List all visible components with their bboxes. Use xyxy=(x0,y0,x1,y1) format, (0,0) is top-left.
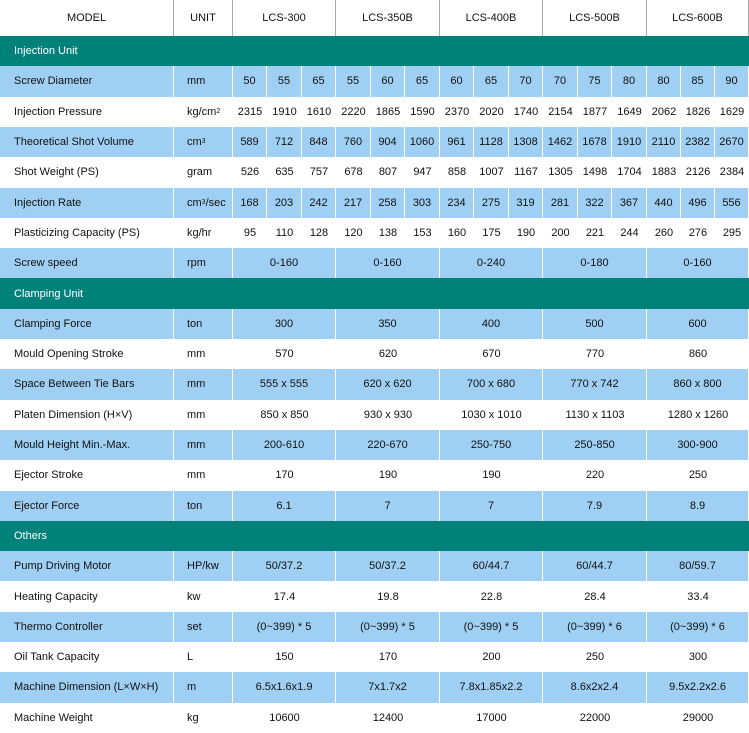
section-title: Injection Unit xyxy=(14,45,78,58)
value-cell: 60/44.7 xyxy=(440,551,543,581)
value-cell: (0~399) * 5 xyxy=(336,612,440,642)
value-cell: 1883 xyxy=(651,166,677,179)
table-row xyxy=(0,309,749,339)
value-cell: 250 xyxy=(585,651,605,664)
value-cell: 1910 xyxy=(612,127,647,157)
table-row xyxy=(0,157,749,187)
value-cell: 128 xyxy=(309,226,329,239)
value-cell: 1610 xyxy=(306,105,332,118)
table-row xyxy=(0,248,749,278)
value-cell: 496 xyxy=(681,188,715,218)
value-cell: 2062 xyxy=(651,105,677,118)
value-cell: 85 xyxy=(681,66,715,96)
value-cell: 60/44.7 xyxy=(543,551,647,581)
value-cell: 1865 xyxy=(375,105,401,118)
value-cell: 1740 xyxy=(513,105,539,118)
value-cell: 1130 x 1103 xyxy=(565,408,625,421)
value-cell: 12400 xyxy=(372,711,404,724)
value-cell: 17.4 xyxy=(273,590,296,603)
table-row xyxy=(0,672,749,702)
table-row xyxy=(0,97,749,127)
value-cell: 17000 xyxy=(476,711,507,724)
value-cell: (0~399) * 5 xyxy=(233,612,336,642)
value-cell: 961 xyxy=(440,127,474,157)
row-unit: m xyxy=(174,672,233,702)
value-cell: 700 x 680 xyxy=(440,369,543,399)
value-cell: 160 xyxy=(447,226,467,239)
value-cell: 6.1 xyxy=(233,491,336,521)
row-label: Machine Weight xyxy=(14,711,93,724)
row-unit: L xyxy=(187,651,194,664)
value-cell: 570 xyxy=(275,348,294,361)
value-cell: 65 xyxy=(302,66,336,96)
value-cell: 70 xyxy=(543,66,578,96)
model-column-header: LCS-300 xyxy=(233,0,336,36)
row-unit: mm xyxy=(174,66,233,96)
value-cell: 217 xyxy=(336,188,371,218)
value-cell: 400 xyxy=(440,309,543,339)
value-cell: 33.4 xyxy=(687,590,709,603)
value-cell: 526 xyxy=(240,166,260,179)
value-cell: 7 xyxy=(440,491,543,521)
model-column-header: LCS-350B xyxy=(336,0,440,36)
row-label: Plasticizing Capacity (PS) xyxy=(14,226,140,239)
value-cell: 80/59.7 xyxy=(647,551,749,581)
value-cell: 2126 xyxy=(685,166,711,179)
value-cell: 295 xyxy=(722,226,742,239)
row-label: Pump Driving Motor xyxy=(0,551,174,581)
value-cell: 322 xyxy=(578,188,612,218)
value-cell: 60 xyxy=(440,66,474,96)
row-label: Ejector Force xyxy=(0,491,174,521)
value-cell: 2315 xyxy=(237,105,263,118)
row-label: Shot Weight (PS) xyxy=(14,166,99,179)
value-cell: 500 xyxy=(543,309,647,339)
value-cell: 1704 xyxy=(617,166,642,179)
value-cell: 904 xyxy=(371,127,405,157)
value-cell: 175 xyxy=(482,226,501,239)
table-row xyxy=(0,188,749,218)
row-unit: ton xyxy=(174,309,233,339)
value-cell: 221 xyxy=(585,226,605,239)
value-cell: 2220 xyxy=(341,105,366,118)
value-cell: 7x1.7x2 xyxy=(336,672,440,702)
row-label: Injection Pressure xyxy=(14,105,103,118)
value-cell: 29000 xyxy=(682,711,714,724)
value-cell: 80 xyxy=(647,66,681,96)
value-cell: 234 xyxy=(440,188,474,218)
value-cell: 22.8 xyxy=(480,590,503,603)
value-cell: 1128 xyxy=(474,127,509,157)
row-label: Mould Opening Stroke xyxy=(14,348,124,361)
row-unit: gram xyxy=(187,166,213,179)
value-cell: 55 xyxy=(336,66,371,96)
value-cell: 860 x 800 xyxy=(647,369,749,399)
table-row xyxy=(0,460,749,490)
value-cell: 244 xyxy=(620,226,639,239)
value-cell: 1060 xyxy=(405,127,440,157)
value-cell: 22000 xyxy=(579,711,611,724)
value-cell: 300-900 xyxy=(647,430,749,460)
value-cell: 2154 xyxy=(548,105,573,118)
value-cell: 7.9 xyxy=(543,491,647,521)
section-title: Clamping Unit xyxy=(14,287,84,300)
value-cell: 0-240 xyxy=(440,248,543,278)
value-cell: 0-160 xyxy=(336,248,440,278)
table-row xyxy=(0,551,749,581)
value-cell: 367 xyxy=(612,188,647,218)
value-cell: 1462 xyxy=(543,127,578,157)
value-cell: 1629 xyxy=(719,105,745,118)
row-label: Mould Height Min.-Max. xyxy=(0,430,174,460)
value-cell: 7 xyxy=(336,491,440,521)
value-cell: 65 xyxy=(405,66,440,96)
section-header xyxy=(0,36,749,66)
value-cell: 2110 xyxy=(647,127,681,157)
value-cell: 7.8x1.85x2.2 xyxy=(440,672,543,702)
table-row xyxy=(0,218,749,248)
value-cell: 930 x 930 xyxy=(363,408,413,421)
table-row xyxy=(0,127,749,157)
row-label: Space Between Tie Bars xyxy=(0,369,174,399)
row-unit: mm xyxy=(187,469,206,482)
value-cell: 250-850 xyxy=(543,430,647,460)
value-cell: 1649 xyxy=(617,105,642,118)
row-label: Ejector Stroke xyxy=(14,469,84,482)
row-label: Heating Capacity xyxy=(14,590,98,603)
value-cell: 75 xyxy=(578,66,612,96)
model-header: MODEL xyxy=(0,0,174,36)
value-cell: 670 xyxy=(482,348,501,361)
row-unit: cm 3 /sec xyxy=(174,188,233,218)
value-cell: 190 xyxy=(516,226,536,239)
value-cell: 300 xyxy=(688,651,708,664)
value-cell: 858 xyxy=(447,166,467,179)
table-row xyxy=(0,612,749,642)
model-column-header: LCS-600B xyxy=(647,0,749,36)
value-cell: 555 x 555 xyxy=(233,369,336,399)
row-label: Machine Dimension (L×W×H) xyxy=(0,672,174,702)
value-cell: 260 xyxy=(654,226,674,239)
table-row xyxy=(0,581,749,611)
value-cell: 138 xyxy=(378,226,398,239)
value-cell: 90 xyxy=(715,66,749,96)
value-cell: 9.5x2.2x2.6 xyxy=(647,672,749,702)
value-cell: 150 xyxy=(275,651,294,664)
value-cell: 242 xyxy=(302,188,336,218)
value-cell: 200 xyxy=(551,226,570,239)
value-cell: 10600 xyxy=(269,711,300,724)
value-cell: 1167 xyxy=(514,166,538,179)
value-cell: 50 xyxy=(233,66,267,96)
row-unit: ton xyxy=(174,491,233,521)
value-cell: 65 xyxy=(474,66,509,96)
value-cell: 1910 xyxy=(272,105,297,118)
value-cell: 153 xyxy=(413,226,432,239)
value-cell: 770 xyxy=(585,348,605,361)
value-cell: 1007 xyxy=(479,166,504,179)
value-cell: 2670 xyxy=(715,127,749,157)
value-cell: 712 xyxy=(267,127,302,157)
value-cell: 200-610 xyxy=(233,430,336,460)
value-cell: 600 xyxy=(647,309,749,339)
table-row xyxy=(0,369,749,399)
value-cell: 120 xyxy=(344,226,363,239)
value-cell: 678 xyxy=(344,166,363,179)
row-label: Platen Dimension (H×V) xyxy=(14,408,133,421)
row-label: Screw Diameter xyxy=(0,66,174,96)
value-cell: 0-160 xyxy=(233,248,336,278)
row-label: Clamping Force xyxy=(0,309,174,339)
table-row xyxy=(0,491,749,521)
value-cell: 757 xyxy=(309,166,329,179)
value-cell: 620 x 620 xyxy=(336,369,440,399)
value-cell: 110 xyxy=(275,226,294,239)
value-cell: 220-670 xyxy=(336,430,440,460)
value-cell: 250 xyxy=(688,469,708,482)
row-label: Oil Tank Capacity xyxy=(14,651,100,664)
value-cell: 170 xyxy=(378,651,398,664)
row-unit: mm xyxy=(174,369,233,399)
section-header xyxy=(0,278,749,308)
value-cell: 620 xyxy=(378,348,398,361)
value-cell: 440 xyxy=(647,188,681,218)
value-cell: 95 xyxy=(243,226,257,239)
value-cell: 220 xyxy=(585,469,605,482)
value-cell: 190 xyxy=(378,469,398,482)
row-unit: kg/hr xyxy=(187,226,212,239)
table-row xyxy=(0,430,749,460)
value-cell: 1030 x 1010 xyxy=(461,408,522,421)
value-cell: 55 xyxy=(267,66,302,96)
table-row xyxy=(0,339,749,369)
value-cell: (0~399) * 6 xyxy=(543,612,647,642)
value-cell: 1498 xyxy=(582,166,608,179)
value-cell: 303 xyxy=(405,188,440,218)
value-cell: 2384 xyxy=(719,166,745,179)
value-cell: 190 xyxy=(482,469,501,482)
value-cell: 258 xyxy=(371,188,405,218)
value-cell: 250-750 xyxy=(440,430,543,460)
value-cell: 2020 xyxy=(479,105,504,118)
row-unit: HP/kw xyxy=(174,551,233,581)
row-unit: kg/cm 2 xyxy=(187,105,221,118)
table-row xyxy=(0,642,749,672)
model-column-header: LCS-400B xyxy=(440,0,543,36)
value-cell: 19.8 xyxy=(377,590,399,603)
value-cell: 170 xyxy=(275,469,294,482)
value-cell: 200 xyxy=(482,651,501,664)
value-cell: 1678 xyxy=(578,127,612,157)
value-cell: 8.9 xyxy=(647,491,749,521)
value-cell: 50/37.2 xyxy=(336,551,440,581)
value-cell: 947 xyxy=(413,166,432,179)
value-cell: 1305 xyxy=(548,166,573,179)
value-cell: (0~399) * 6 xyxy=(647,612,749,642)
value-cell: 276 xyxy=(688,226,708,239)
value-cell: 589 xyxy=(233,127,267,157)
row-label: Injection Rate xyxy=(0,188,174,218)
row-label: Screw speed xyxy=(0,248,174,278)
value-cell: 8.6x2x2.4 xyxy=(543,672,647,702)
value-cell: 281 xyxy=(543,188,578,218)
value-cell: 50/37.2 xyxy=(233,551,336,581)
row-unit: rpm xyxy=(174,248,233,278)
value-cell: 860 xyxy=(688,348,708,361)
row-unit: mm xyxy=(187,408,206,421)
value-cell: 556 xyxy=(715,188,749,218)
unit-header: UNIT xyxy=(174,0,233,36)
value-cell: 70 xyxy=(509,66,543,96)
row-unit: cm 3 xyxy=(174,127,233,157)
row-unit: set xyxy=(174,612,233,642)
value-cell: 850 x 850 xyxy=(260,408,309,421)
value-cell: 770 x 742 xyxy=(543,369,647,399)
table-row xyxy=(0,66,749,96)
value-cell: 203 xyxy=(267,188,302,218)
value-cell: 0-180 xyxy=(543,248,647,278)
value-cell: 2382 xyxy=(681,127,715,157)
table-row xyxy=(0,703,749,733)
value-cell: 0-160 xyxy=(647,248,749,278)
value-cell: (0~399) * 5 xyxy=(440,612,543,642)
table-header xyxy=(0,0,749,36)
value-cell: 319 xyxy=(509,188,543,218)
value-cell: 60 xyxy=(371,66,405,96)
table-row xyxy=(0,400,749,430)
row-label: Theoretical Shot Volume xyxy=(0,127,174,157)
value-cell: 80 xyxy=(612,66,647,96)
row-unit: kw xyxy=(187,590,201,603)
value-cell: 807 xyxy=(378,166,398,179)
value-cell: 6.5x1.6x1.9 xyxy=(233,672,336,702)
value-cell: 350 xyxy=(336,309,440,339)
value-cell: 275 xyxy=(474,188,509,218)
value-cell: 848 xyxy=(302,127,336,157)
section-header xyxy=(0,521,749,551)
value-cell: 1280 x 1260 xyxy=(667,408,729,421)
value-cell: 760 xyxy=(336,127,371,157)
value-cell: 1590 xyxy=(410,105,435,118)
row-unit: mm xyxy=(174,430,233,460)
value-cell: 2370 xyxy=(444,105,470,118)
row-label: Thermo Controller xyxy=(0,612,174,642)
section-title: Others xyxy=(14,529,48,542)
value-cell: 1877 xyxy=(582,105,608,118)
value-cell: 1826 xyxy=(685,105,711,118)
model-column-header: LCS-500B xyxy=(543,0,647,36)
value-cell: 168 xyxy=(233,188,267,218)
value-cell: 1308 xyxy=(509,127,543,157)
value-cell: 300 xyxy=(233,309,336,339)
value-cell: 28.4 xyxy=(584,590,606,603)
row-unit: mm xyxy=(187,348,206,361)
row-unit: kg xyxy=(187,711,199,724)
value-cell: 635 xyxy=(275,166,294,179)
